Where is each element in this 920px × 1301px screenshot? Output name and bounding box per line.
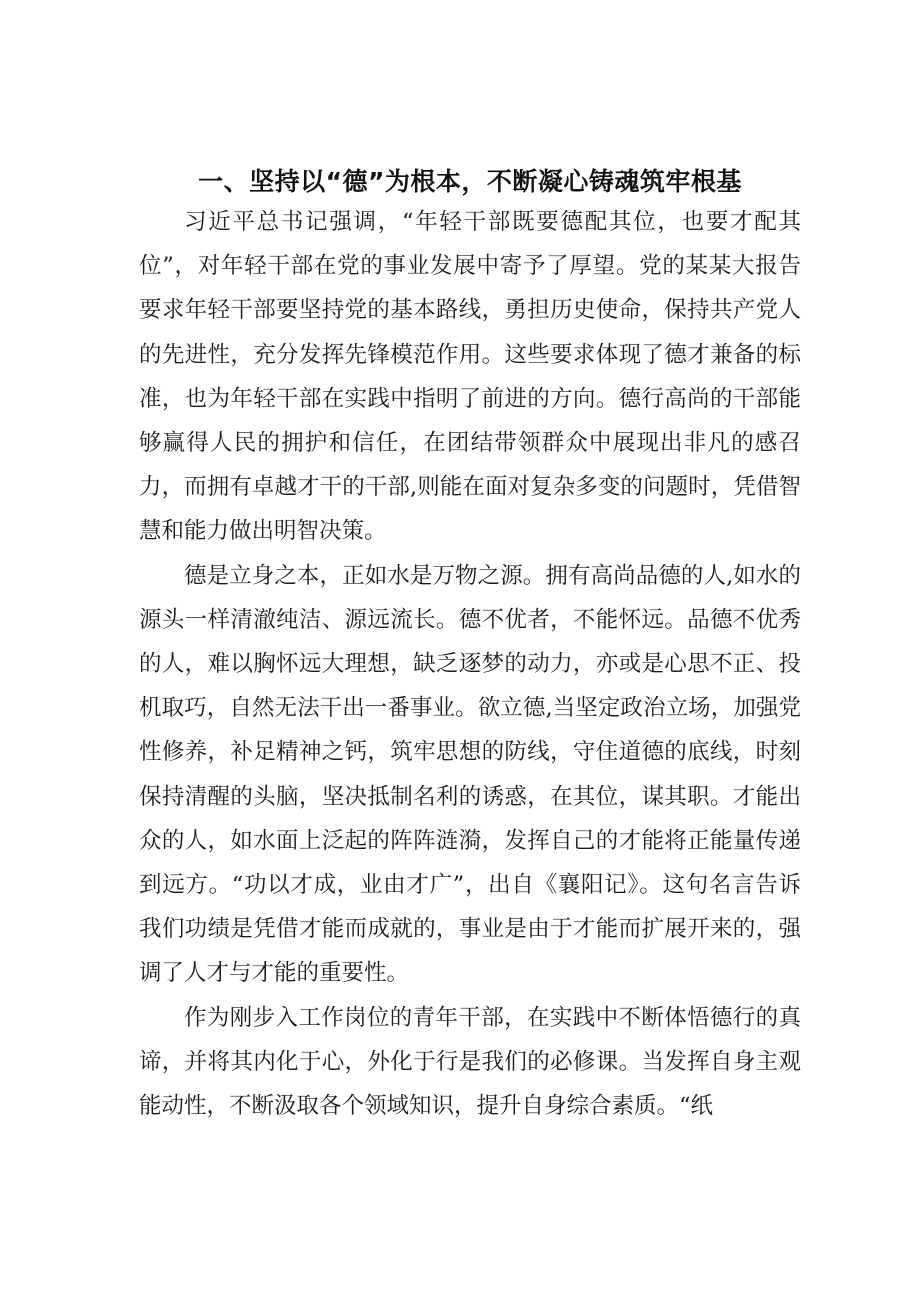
paragraph-2: 德是立身之本，正如水是万物之源。拥有高尚品德的人,如水的源头一样清澈纯洁、源远流长。德不优者，不能怀远。品德不优秀的人，难以胸怀远大理想，缺乏逐梦的动力，亦或是心思不正、投机取巧，自然无法干出一番事业。欲立德,当坚定政治立场，加强党性修养，补足精神之钙，筑牢思想的防线，守住道德的底线，时刻保持清醒的头脑，坚决抵制名利的诱惑，在其位，谋其职。才能出众的人，如水面上泛起的阵阵涟漪，发挥自己的才能将正能量传递到远方。“功以才成，业由才广”，出自《襄阳记》。这句名言告诉我们功绩是凭借才能而成就的，事业是由于才能而扩展开来的，强调了人才与才能的重要性。 [139,562,801,987]
paragraph-3: 作为刚步入工作岗位的青年干部，在实践中不断体悟德行的真谛，并将其内化于心，外化于行是我们的必修课。当发挥自身主观能动性，不断汲取各个领域知识，提升自身综合素质。“纸 [139,1004,801,1120]
section-heading: 一、坚持以“德”为根本，不断凝心铸魂筑牢根基 [198,167,742,196]
paragraph-1: 习近平总书记强调，“年轻干部既要德配其位，也要才配其位”，对年轻干部在党的事业发展中寄予了厚望。党的某某大报告要求年轻干部要坚持党的基本路线，勇担历史使命，保持共产党人的先进性，充分发挥先锋模范作用。这些要求体现了德才兼备的标准，也为年轻干部在实践中指明了前进的方向。德行高尚的干部能够赢得人民的拥护和信任，在团结带领群众中展现出非凡的感召力，而拥有卓越才干的干部,则能在面对复杂多变的问题时，凭借智慧和能力做出明智决策。 [139,209,801,545]
document-body [139,200,801,1128]
